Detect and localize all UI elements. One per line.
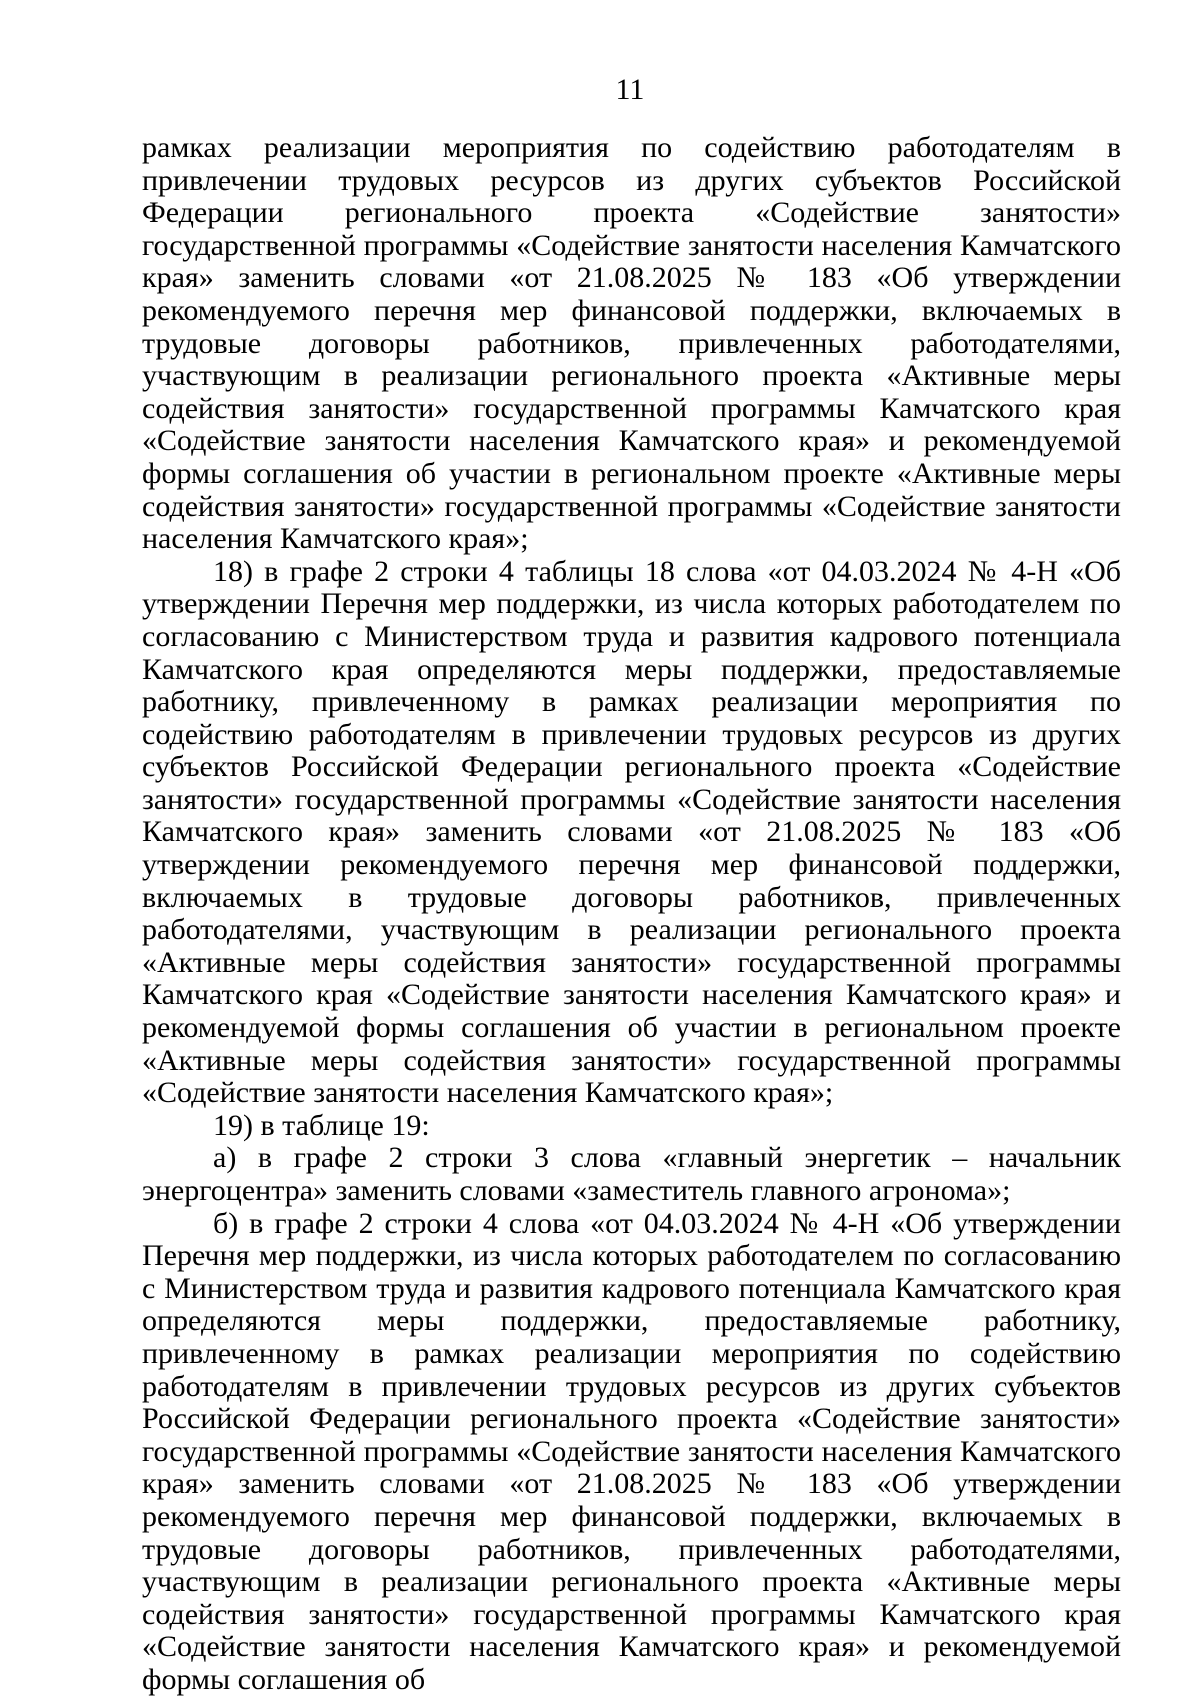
page-number: 11: [615, 73, 645, 106]
paragraph-item-19: 19) в таблице 19:: [213, 1108, 430, 1142]
paragraph-item-18: 18) в графе 2 строки 4 таблицы 18 слова «от 04.03.2024 № 4-Н «Об утверждении Перечня мер поддержки, из числа которых работодателем по согласованию с Министерством труда и развития кадрового потенциала Камчатского края определяются меры поддержки, предоставляемые работнику, привлеченному в рамках реализации мероприятия по содействию работодателям в привлечении трудовых ресурсов из других субъектов Российской Федерации регионального проекта «Содействие занятости» государственной программы «Содействие занятости населения Камчатского края» заменить словами «от 21.08.2025 № 183 «Об утверждении рекомендуемого перечня мер финансовой поддержки, включаемых в трудовые договоры работников, привлеченных работодателями, участвующим в реализации регионального проекта «Активные меры содействия занятости» государственной программы Камчатского края «Содействие занятости населения Камчатского края» и рекомендуемой формы соглашения об участии в региональном проекте «Активные меры содействия занятости» государственной программы «Содействие занятости населения Камчатского края»;: [142, 554, 1121, 1110]
paragraph-subitem-a: а) в графе 2 строки 3 слова «главный энергетик – начальник энергоцентра» заменить словами «заместитель главного агронома»;: [142, 1141, 1121, 1207]
document-body: [142, 132, 1121, 1697]
paragraph-subitem-b: б) в графе 2 строки 4 слова «от 04.03.2024 № 4-Н «Об утверждении Перечня мер поддержки, из числа которых работодателем по согласованию с Министерством труда и развития кадрового потенциала Камчатского края определяются меры поддержки, предоставляемые работнику, привлеченному в рамках реализации мероприятия по содействию работодателям в привлечении трудовых ресурсов из других субъектов Российской Федерации регионального проекта «Содействие занятости» государственной программы «Содействие занятости населения Камчатского края» заменить словами «от 21.08.2025 № 183 «Об утверждении рекомендуемого перечня мер финансовой поддержки, включаемых в трудовые договоры работников, привлеченных работодателями, участвующим в реализации регионального проекта «Активные меры содействия занятости» государственной программы Камчатского края «Содействие занятости населения Камчатского края» и рекомендуемой формы соглашения об: [142, 1206, 1121, 1696]
paragraph-continuation: рамках реализации мероприятия по содействию работодателям в привлечении трудовых ресурсов из других субъектов Российской Федерации регионального проекта «Содействие занятости» государственной программы «Содействие занятости населения Камчатского края» заменить словами «от 21.08.2025 № 183 «Об утверждении рекомендуемого перечня мер финансовой поддержки, включаемых в трудовые договоры работников, привлеченных работодателями, участвующим в реализации регионального проекта «Активные меры содействия занятости» государственной программы Камчатского края «Содействие занятости населения Камчатского края» и рекомендуемой формы соглашения об участии в региональном проекте «Активные меры содействия занятости» государственной программы «Содействие занятости населения Камчатского края»;: [142, 131, 1121, 556]
